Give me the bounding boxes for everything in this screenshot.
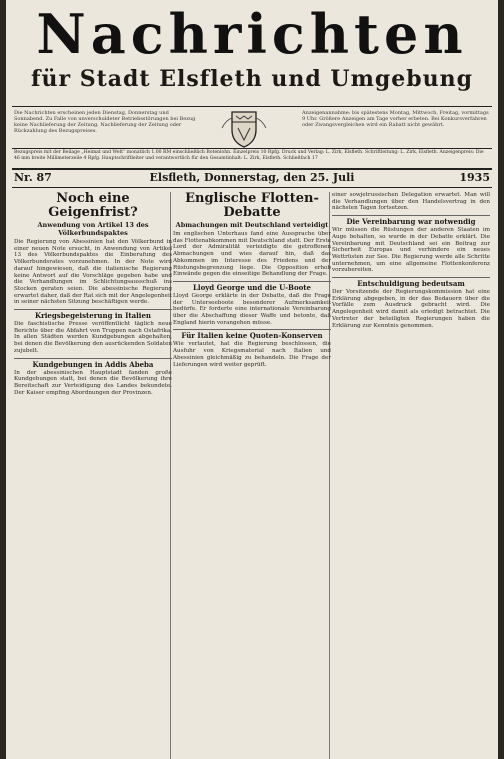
newspaper-subtitle: für Stadt Elsfleth und Umgebung: [31, 66, 473, 92]
article-body: In der abessinischen Hauptstadt fanden große Kundgebungen statt, bei denen die Bevölkerung ihre Bereitschaft zur Verteidigung des Landes bekundete. Der Kaiser empfing Abordnungen der Provinzen.: [14, 369, 172, 396]
column-left: [14, 192, 172, 759]
article-body: Der Vorsitzende der Regierungskommission hat eine Erklärung abgegeben, in der das Bedauern über die Vorfälle zum Ausdruck gebracht wird. Die Angelegenheit wird damit als erledigt betrachtet. Die Vertreter der beteiligten Regierungen haben die Erklärung zur Kenntnis genommen.: [332, 289, 490, 329]
article-body: Lloyd George erklärte in der Debatte, daß die Frage der Unterseeboote besonderer Aufmerksamkeit bedürfe. Er forderte eine internationale Vereinbarung über die Abschaffung dieser Waffe und betonte, daß England hierin vorangehen müsse.: [173, 292, 331, 326]
column-middle: [173, 192, 331, 759]
article-headline: Englische Flotten-Debatte: [185, 192, 319, 220]
article-subhead: Abmachungen mit Deutschland verteidigt: [175, 221, 329, 229]
issue-date: Elsfleth, Donnerstag, den 25. Juli: [149, 171, 355, 184]
article-subhead: Anwendung von Artikel 13 des Völkerbundspaktes: [37, 221, 149, 237]
issue-year: 1935: [459, 171, 490, 184]
masthead: [6, 0, 498, 108]
section-heading: Kundgebungen in Addis Abeba: [14, 358, 172, 369]
article-body: Im englischen Unterhaus fand eine Aussprache über das Flottenabkommen mit Deutschland statt. Der Erste Lord der Admiralität verteidigte die getroffenen Abmachungen und wies darauf hin, daß das Abkommen im Interesse des Friedens und der Rüstungsbegrenzung liege. Die Opposition erhob Einwände gegen die einseitige Behandlung der Frage.: [173, 231, 331, 278]
advertising-notice: Anzeigenannahme: bis spätestens Montag, Mittwoch, Freitag, vormittags 9 Uhr. Größere Anzeigen am Tage vorher erbeten. Bei Konkursverfahren oder Zwangsvergleichen wird ein Rabatt nicht gewährt.: [302, 110, 489, 128]
section-heading: Für Italien keine Quoten-Konserven: [173, 329, 331, 340]
dateline: [12, 170, 492, 186]
section-heading: Lloyd George und die U-Boote: [173, 281, 331, 292]
issue-number: Nr. 87: [14, 171, 52, 184]
section-heading: Kriegsbegeisterung in Italien: [14, 309, 172, 320]
newspaper-title: Nachrichten: [36, 2, 468, 66]
town-crest-icon: [216, 108, 272, 150]
notice-rule: [12, 148, 492, 149]
article-body: Wie verlautet, hat die Regierung beschlossen, die Ausfuhr von Kriegsmaterial nach Italien und Abessinien gleichmäßig zu behandeln. Die Frage der Lieferungen wird weiter geprüft.: [173, 341, 331, 368]
masthead-rule: [12, 106, 492, 107]
subscription-info: Bezugspreis mit der Beilage „Heimat und Welt“ monatlich 1.00 RM einschließlich Botenlohn. Einzelpreis 10 Rpfg. Druck und Verlag: L. Zirk, Elsfleth. Schriftleitung: L. Zirk, Elsfleth. Anzeigenpreis: Die 46 mm breite Millimeterzeile 4 Rpfg. Hauptschriftleiter und verantwortlich für den Gesamtinhalt: L. Zirk, Elsfleth. Schließfach 17: [14, 150, 484, 161]
article-body: Die faschistische Presse veröffentlicht täglich neue Berichte über die Abfahrt von Truppen nach Ostafrika. In allen Städten werden Kundgebungen abgehalten, bei denen die Bevölkerung den ausrückenden Soldaten zujubelt.: [14, 321, 172, 354]
article-body: Die Regierung von Abessinien hat den Völkerbund in einer neuen Note ersucht, in Anwendung von Artikel 13 des Völkerbundspaktes die Einberufung des Völkerbundsrates vorzunehmen. In der Note wird darauf hingewiesen, daß die italienische Regierung keine Antwort auf die Vorschläge gegeben habe und die Verhandlungen im Schlichtungsausschuß ins Stocken geraten seien. Die abessinische Regierung erwartet daher, daß der Rat sich mit der Angelegenheit in seiner nächsten Sitzung beschäftigen werde.: [14, 239, 172, 306]
newspaper-page: [6, 0, 498, 759]
dateline-bottom-rule: [12, 187, 492, 188]
section-heading: Die Vereinbarung war notwendig: [332, 215, 490, 226]
article-headline: Noch eine Geigenfrist?: [48, 192, 138, 220]
section-heading: Entschuldigung bedeutsam: [332, 277, 490, 288]
article-body: einer sowjetrussischen Delegation erwartet. Man will die Verhandlungen über den Handelsvertrag in den nächsten Tagen fortsetzen.: [332, 192, 490, 212]
article-body: Wir müssen die Rüstungen der anderen Staaten im Auge behalten, so wurde in der Debatte erklärt. Die Vereinbarung mit Deutschland sei ein Beitrag zur Sicherheit Europas und verhindere ein neues Wettrüsten zur See. Die Regierung werde alle Schritte unternehmen, um eine allgemeine Flottenkonferenz vorzubereiten.: [332, 227, 490, 274]
publication-notice: Die Nachrichten erscheinen jeden Dienstag, Donnerstag und Sonnabend. Zu Falle von unverschuldeter Betriebsstörungen bei Bezug keine Nachlieferung der Zeitung. Nachlieferung der Zeitung oder Rückzahlung des Bezugspreises.: [14, 110, 196, 134]
column-right: [332, 192, 490, 759]
